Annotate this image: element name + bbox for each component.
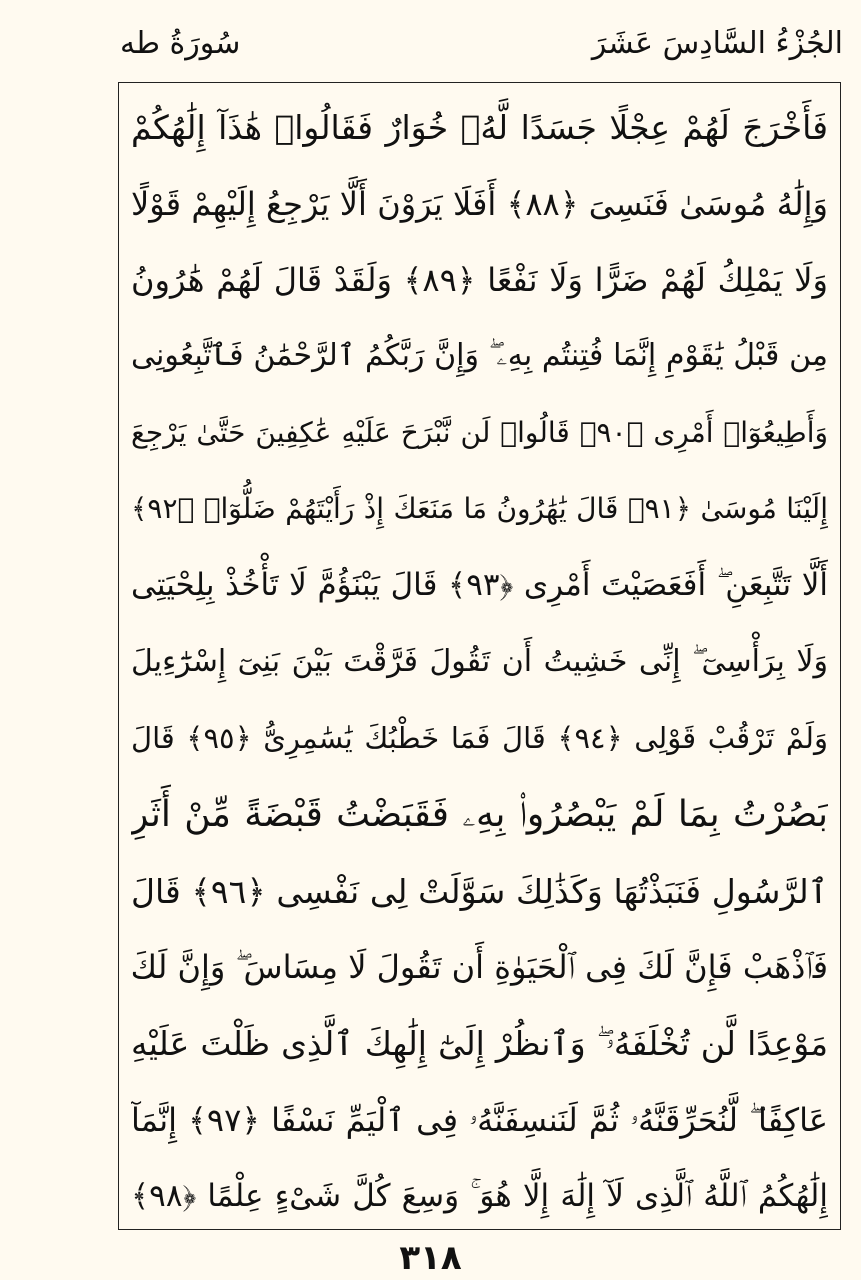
verse-line-text: بَصُرْتُ بِمَا لَمْ يَبْصُرُوا۟ بِهِۦ فَقَبَضْتُ قَبْضَةً مِّنْ أَثَرِ [131,793,828,835]
verse-line-text: إِلَيْنَا مُوسَىٰ ﴿٩١﴾ قَالَ يَٰهَٰرُونُ مَا مَنَعَكَ إِذْ رَأَيْتَهُمْ ضَلُّوٓا۟ ﴿٩٢﴾ [131,492,828,526]
verse-line-text: أَلَّا تَتَّبِعَنِ ۖ أَفَعَصَيْتَ أَمْرِى ﴿٩٣﴾ قَالَ يَبْنَؤُمَّ لَا تَأْخُذْ بِلِحْيَتِى [131,567,828,604]
verse-line [131,700,828,776]
verse-line-text: وَلَا بِرَأْسِىٓ ۖ إِنِّى خَشِيتُ أَن تَقُولَ فَرَّقْتَ بَيْنَ بَنِىٓ إِسْرَٰٓءِيلَ [131,643,828,679]
text-frame [118,82,841,1230]
verse-line-text: وَلَمْ تَرْقُبْ قَوْلِى ﴿٩٤﴾ قَالَ فَمَا خَطْبُكَ يَٰسَٰمِرِىُّ ﴿٩٥﴾ قَالَ [131,720,828,755]
verse-line [131,1082,828,1158]
verse-line [131,471,828,547]
surah-title: سُورَةُ طه [120,26,241,61]
page-header [120,18,843,68]
verse-line-text: وَلَا يَمْلِكُ لَهُمْ ضَرًّا وَلَا نَفْعًا ﴿٨٩﴾ وَلَقَدْ قَالَ لَهُمْ هَٰرُونُ [131,260,828,299]
verse-line-text: مَوْعِدًا لَّن تُخْلَفَهُۥ ۖ وَٱنظُرْ إِلَىٰٓ إِلَٰهِكَ ٱلَّذِى ظَلْتَ عَلَيْهِ [131,1024,828,1064]
verse-line [131,1006,828,1082]
verse-line-text: فَٱذْهَبْ فَإِنَّ لَكَ فِى ٱلْحَيَوٰةِ أَن تَقُولَ لَا مِسَاسَ ۖ وَإِنَّ لَكَ [131,948,828,987]
verse-line-text: عَاكِفًا ۖ لَّنُحَرِّقَنَّهُۥ ثُمَّ لَنَنسِفَنَّهُۥ فِى ٱلْيَمِّ نَسْفًا ﴿٩٧﴾ إِنَّمَآ [131,1101,828,1140]
verse-line-text: فَأَخْرَجَ لَهُمْ عِجْلًا جَسَدًا لَّهُۥ خُوَارٌ فَقَالُوا۟ هَٰذَآ إِلَٰهُكُمْ [131,107,828,147]
verse-line [131,242,828,318]
verse-line [131,318,828,394]
verse-line-text: وَأَطِيعُوٓا۟ أَمْرِى ﴿٩٠﴾ قَالُوا۟ لَن نَّبْرَحَ عَلَيْهِ عَٰكِفِينَ حَتَّىٰ يَرْجِعَ [131,415,828,449]
verse-line-text: مِن قَبْلُ يَٰقَوْمِ إِنَّمَا فُتِنتُم بِهِۦ ۖ وَإِنَّ رَبَّكُمُ ٱلرَّحْمَٰنُ فَٱتَّبِعُونِى [131,338,828,374]
juz-title: الجُزْءُ السَّادِسَ عَشَرَ [591,26,843,61]
verse-line [131,395,828,471]
verse-line-text: ٱلرَّسُولِ فَنَبَذْتُهَا وَكَذَٰلِكَ سَوَّلَتْ لِى نَفْسِى ﴿٩٦﴾ قَالَ [131,871,828,911]
verse-line [131,624,828,700]
verse-lines [131,89,828,1223]
verse-line [131,853,828,929]
verse-line-text: إِلَٰهُكُمُ ٱللَّهُ ٱلَّذِى لَآ إِلَٰهَ إِلَّا هُوَ ۚ وَسِعَ كُلَّ شَىْءٍ عِلْمًا ﴿٩٨﴾ [131,1178,828,1215]
verse-line [131,777,828,853]
page-number: ٣١٨ [399,1238,462,1278]
verse-line [131,929,828,1005]
verse-line [131,165,828,241]
verse-line [131,1158,828,1234]
verse-line-text: وَإِلَٰهُ مُوسَىٰ فَنَسِىَ ﴿٨٨﴾ أَفَلَا يَرَوْنَ أَلَّا يَرْجِعُ إِلَيْهِمْ قَوْلًا [131,184,828,223]
verse-line [131,89,828,165]
verse-line [131,547,828,623]
